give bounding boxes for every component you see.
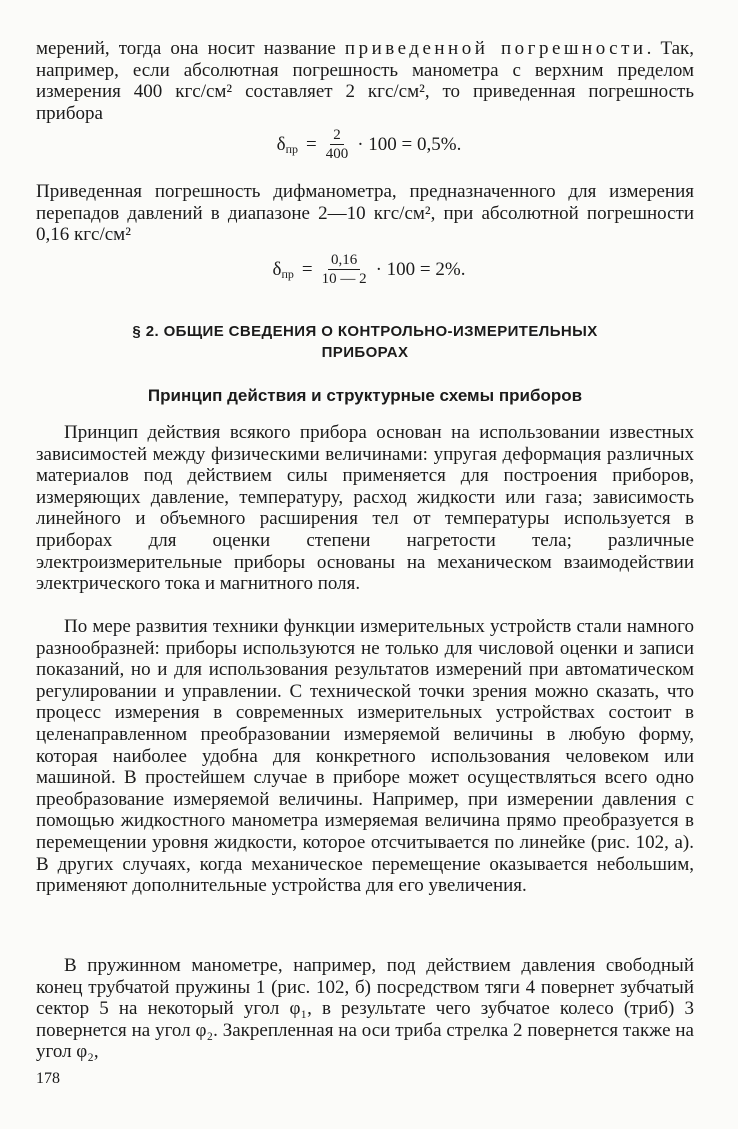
section-heading: § 2. ОБЩИЕ СВЕДЕНИЯ О КОНТРОЛЬНО-ИЗМЕРИТЕЛЬНЫХ ПРИБОРАХ	[132, 323, 598, 361]
subscript: пр	[285, 142, 299, 156]
paragraph-top-text: мерений, тогда она носит название	[36, 38, 345, 59]
fraction-denominator: 10 — 2	[321, 271, 367, 287]
subscript: пр	[281, 267, 294, 281]
equals-sign: =	[301, 258, 313, 280]
fraction	[323, 126, 352, 163]
paragraph-difmanometer: Приведенная погрешность дифманометра, предназначенного для измерения перепадов давлений в диапазоне 2—10 кгс/см², при абсолютной погрешности 0,16 кгс/см²	[36, 181, 694, 246]
paragraph-top-text-cont: . Так, например, если абсолютная погрешность манометра с верхним пределом измерения 400 кгс/см² составляет 2 кгс/см², то приведенная погрешность прибора	[36, 38, 694, 124]
fraction-numerator: 2	[330, 126, 344, 145]
equals-sign: =	[306, 133, 317, 155]
delta-symbol: δ	[276, 133, 286, 155]
formula-reduced-error-difmanometer	[0, 251, 738, 288]
paragraph-principle: Принцип действия всякого прибора основан на использовании известных зависимостей между физическими величинами: упругая деформация различных материалов под действием силы применяется для построения приборов, измеряющих давление, температуру, расход жидкости или газа; зависимость линейного и объемного расширения тел от температуры используется в приборах для оценки степени нагретости тела; различные электроизмерительные приборы основаны на механическом взаимодействии электрического тока и магнитного поля.	[36, 422, 694, 595]
fraction-denominator: 400	[325, 146, 349, 162]
formula-reduced-error-manometer	[0, 126, 738, 163]
formula-rest: · 100 = 2%.	[375, 258, 466, 280]
delta-symbol: δ	[272, 258, 282, 280]
fraction-numerator: 0,16	[328, 251, 360, 270]
paragraph-spring-manometer: В пружинном манометре, например, под действием давления свободный конец трубчатой пружины 1 (рис. 102, б) посредством тяги 4 повернет зубчатый сектор 5 на некоторый угол φ₁, в результате чего зубчатое колесо (триб) 3 повернется на угол φ₂. Закрепленная на оси триба стрелка 2 повернется также на угол φ₂,	[36, 955, 694, 1063]
subheading: Принцип действия и структурные схемы приборов	[147, 386, 583, 405]
paragraph-top	[36, 38, 694, 124]
spaced-term: приведенной погрешности	[344, 38, 647, 59]
fraction	[319, 251, 370, 288]
paragraph-development: По мере развития техники функции измерительных устройств стали намного разнообразней: приборы используются не только для числовой оценки и записи показаний, но и для использования результатов измерений при автоматическом регулировании и управлении. С технической точки зрения можно сказать, что процесс измерения в современных измерительных устройствах состоит в целенаправленном преобразовании измеряемой величины в любую форму, которая наиболее удобна для конкретного использования человеком или машиной. В простейшем случае в приборе может осуществляться всего одно преобразование измеряемой величины. Например, при измерении давления с помощью жидкостного манометра измеряемая величина прямо преобразуется в перемещении уровня жидкости, которое отсчитывается по линейке (рис. 102, а). В других случаях, когда механическое перемещение оказывается небольшим, применяют дополнительные устройства для его увеличения.	[36, 616, 694, 897]
formula-rest: · 100 = 0,5%.	[357, 133, 462, 155]
page-number: 178	[36, 1070, 60, 1087]
